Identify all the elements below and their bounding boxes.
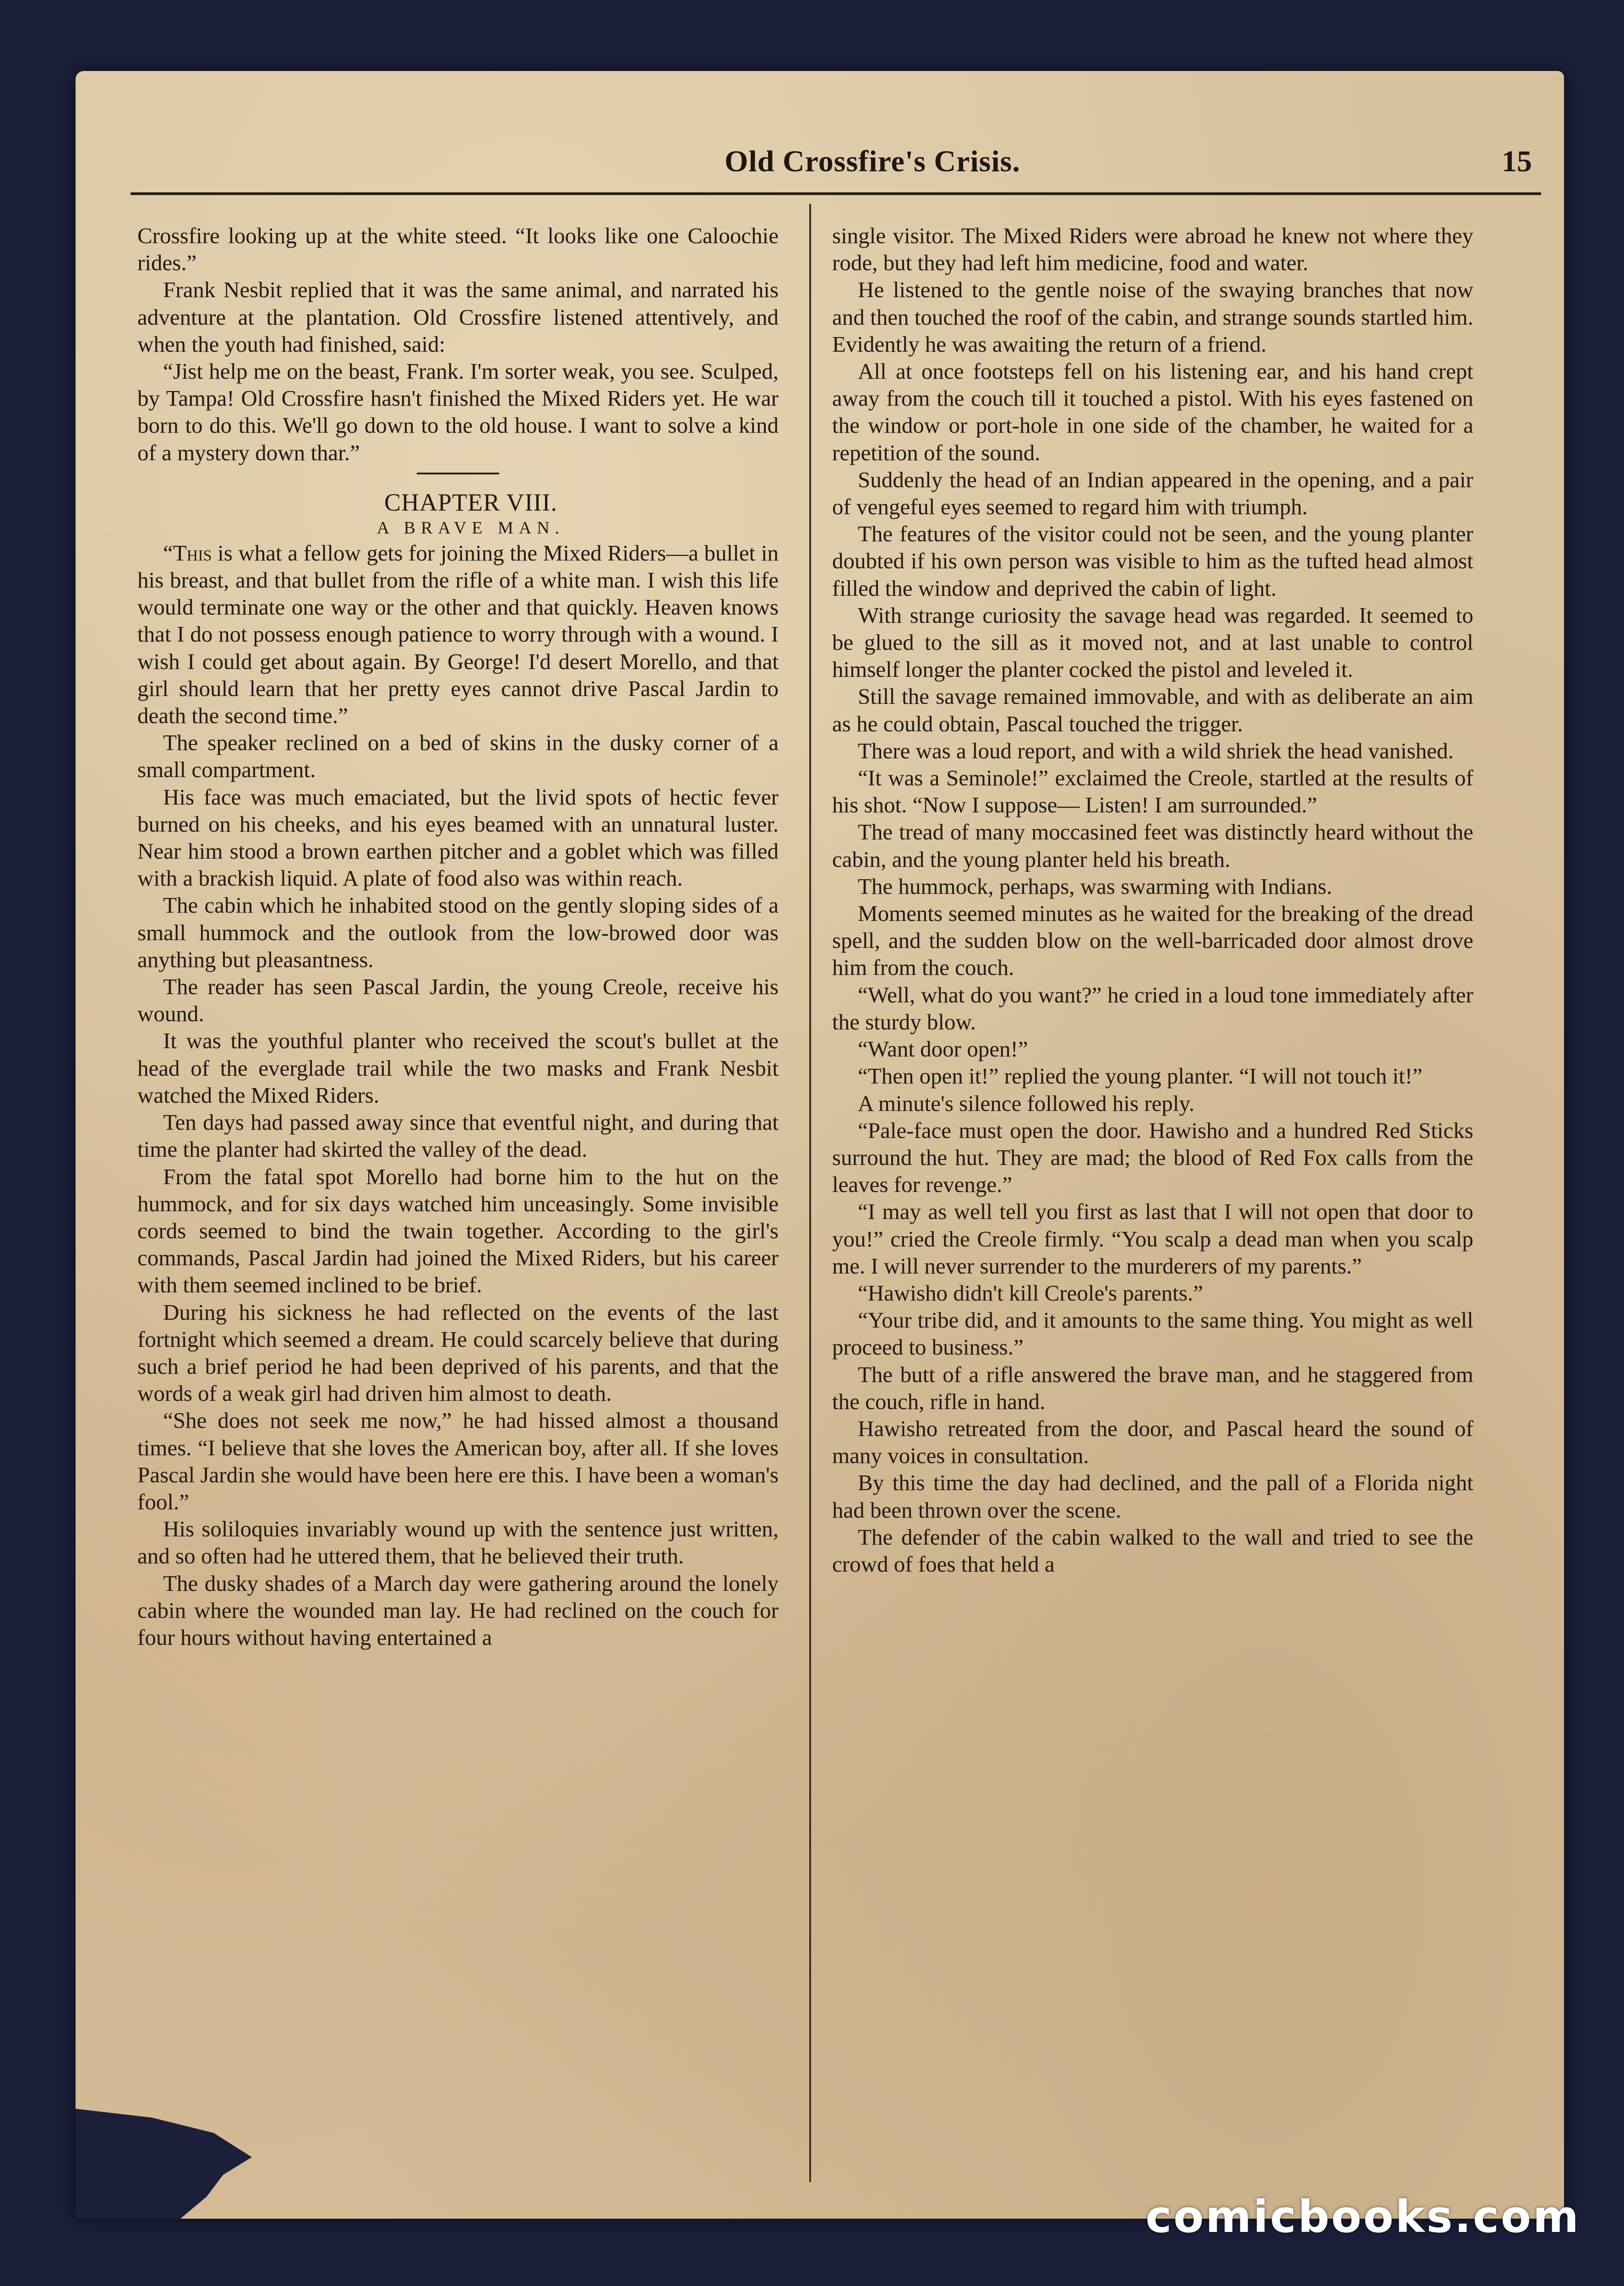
paragraph: The speaker reclined on a bed of skins in the dusky corner of a small compartment. — [137, 730, 779, 783]
paragraph-text: is what a fellow gets for joining the Mixed Riders—a bullet in his breast, and that bullet from the rifle of a white man. I wish this life would terminate one way or the other and that quickly. Heaven knows that I do not possess enough patience to worry through with a wound. I wish I could get about again. By George! I'd desert Morello, and that girl should learn that her pretty eyes cannot drive Pascal Jardin to death the second time.” — [137, 540, 779, 729]
header-rule — [131, 192, 1541, 195]
paragraph: “Your tribe did, and it amounts to the same thing. You might as well proceed to business.” — [832, 1307, 1473, 1360]
paragraph: The tread of many moccasined feet was distinctly heard without the cabin, and the young planter held his breath. — [832, 819, 1473, 872]
paragraph: Ten days had passed away since that eventful night, and during that time the planter had skirted the valley of the dead. — [137, 1110, 779, 1162]
paragraph: The butt of a rifle answered the brave man, and he staggered from the couch, rifle in hand. — [832, 1361, 1473, 1414]
paragraph: His face was much emaciated, but the livid spots of hectic fever burned on his cheeks, and his eyes beamed with an unnatural luster. Near him stood a brown earthen pitcher and a goblet which was filled with a brackish liquid. A plate of food also was within reach. — [137, 784, 779, 891]
paragraph: His soliloquies invariably wound up with the sentence just written, and so often had he uttered them, that he believed their truth. — [137, 1516, 779, 1569]
left-column — [137, 222, 779, 1651]
paragraph: The dusky shades of a March day were gathering around the lonely cabin where the wounded man lay. He had reclined on the couch for four hours without having entertained a — [137, 1570, 779, 1650]
paragraph: “I may as well tell you first as last that I will not open that door to you!” cried the Creole firmly. “You scalp a dead man when you scalp me. I will never surrender to the murderers of my parents.” — [832, 1199, 1473, 1279]
paragraph — [137, 539, 779, 729]
paragraph: It was the youthful planter who received the scout's bullet at the head of the everglade trail while the two masks and Frank Nesbit watched the Mixed Riders. — [137, 1028, 779, 1108]
paragraph: Hawisho retreated from the door, and Pascal heard the sound of many voices in consultation. — [832, 1415, 1473, 1469]
paragraph: The cabin which he inhabited stood on the gently sloping sides of a small hummock and the outlook from the low-browed door was anything but pleasantness. — [137, 893, 779, 972]
paragraph: A minute's silence followed his reply. — [858, 1090, 1195, 1116]
paragraph: “Well, what do you want?” he cried in a loud tone immediately after the sturdy blow. — [832, 982, 1473, 1034]
lead-word: “This — [163, 540, 212, 566]
paragraph: “Jist help me on the beast, Frank. I'm sorter weak, you see. Sculped, by Tampa! Old Crossfire hasn't finished the Mixed Riders yet. He war born to do this. We'll go down to the old house. I want to solve a kind of a mystery down thar.” — [137, 359, 779, 465]
paragraph: “Then open it!” replied the young planter. “I will not touch it!” — [858, 1063, 1422, 1089]
chapter-subtitle: A BRAVE MAN. — [376, 518, 565, 538]
paragraph: single visitor. The Mixed Riders were abroad he knew not where they rode, but they had left him medicine, food and water. — [832, 223, 1473, 276]
paragraph: “Pale-face must open the door. Hawisho and a hundred Red Sticks surround the hut. They are mad; the blood of Red Fox calls from the leaves for revenge.” — [832, 1117, 1473, 1197]
paragraph: The features of the visitor could not be seen, and the young planter doubted if his own person was visible to him as the tufted head almost filled the window and deprived the cabin of light. — [832, 521, 1473, 601]
paragraph: “It was a Seminole!” exclaimed the Creole, startled at the results of his shot. “Now I suppose— Listen! I am surrounded.” — [832, 765, 1473, 818]
paragraph: The defender of the cabin walked to the wall and tried to see the crowd of foes that held a — [832, 1524, 1473, 1577]
paragraph: There was a loud report, and with a wild shriek the head vanished. — [858, 738, 1454, 763]
paragraph: Moments seemed minutes as he waited for the breaking of the dread spell, and the sudden blow on the well-barricaded door almost drove him from the couch. — [832, 901, 1473, 980]
chapter-title: CHAPTER VIII. — [384, 488, 557, 516]
paragraph: Frank Nesbit replied that it was the same animal, and narrated his adventure at the plantation. Old Crossfire listened attentively, and when the youth had finished, said: — [137, 277, 779, 357]
paragraph: Suddenly the head of an Indian appeared in the opening, and a pair of vengeful eyes seemed to regard him with triumph. — [832, 467, 1473, 520]
paragraph: Crossfire looking up at the white steed. “It looks like one Caloochie rides.” — [137, 223, 779, 276]
paragraph: “She does not seek me now,” he had hissed almost a thousand times. “I believe that she loves the American boy, after all. If she loves Pascal Jardin she would have been here ere this. I have been a woman's fool.” — [137, 1408, 779, 1514]
printed-page — [76, 71, 1564, 2219]
paragraph: Still the savage remained immovable, and with as deliberate an aim as he could obtain, Pascal touched the trigger. — [832, 684, 1473, 736]
torn-corner — [76, 2109, 314, 2219]
paragraph: All at once footsteps fell on his listening ear, and his hand crept away from the couch till it touched a pistol. With his eyes fastened on the window or port-hole in one side of the chamber, he waited for a repetition of the sound. — [832, 359, 1473, 465]
paragraph: With strange curiosity the savage head was regarded. It seemed to be glued to the sill as it moved not, and at last unable to control himself longer the planter cocked the pistol and leveled it. — [832, 602, 1473, 682]
column-divider — [809, 204, 811, 2182]
paragraph: “Hawisho didn't kill Creole's parents.” — [858, 1280, 1203, 1306]
page-header — [76, 71, 1564, 208]
section-rule — [417, 473, 499, 474]
paragraph: During his sickness he had reflected on the events of the last fortnight which seemed a dream. He could scarcely believe that during such a brief period he had been deprived of his parents, and that the words of a weak girl had driven him almost to death. — [137, 1299, 779, 1406]
page-number: 15 — [1502, 145, 1532, 178]
paragraph: He listened to the gentle noise of the swaying branches that now and then touched the roof of the cabin, and strange sounds startled him. Evidently he was awaiting the return of a friend. — [832, 277, 1473, 357]
paragraph: “Want door open!” — [858, 1036, 1028, 1062]
running-title: Old Crossfire's Crisis. — [725, 145, 1020, 178]
watermark: comicbooks.com — [1145, 2191, 1580, 2242]
paragraph: The hummock, perhaps, was swarming with Indians. — [858, 873, 1332, 899]
paragraph: From the fatal spot Morello had borne him to the hut on the hummock, and for six days watched him unceasingly. Some invisible cords seemed to bind the twain together. According to the girl's commands, Pascal Jardin had joined the Mixed Riders, but his career with them seemed inclined to be brief. — [137, 1164, 779, 1298]
right-column — [832, 222, 1473, 1578]
paragraph: By this time the day had declined, and the pall of a Florida night had been thrown over the scene. — [832, 1470, 1473, 1523]
paragraph: The reader has seen Pascal Jardin, the young Creole, receive his wound. — [137, 974, 779, 1027]
